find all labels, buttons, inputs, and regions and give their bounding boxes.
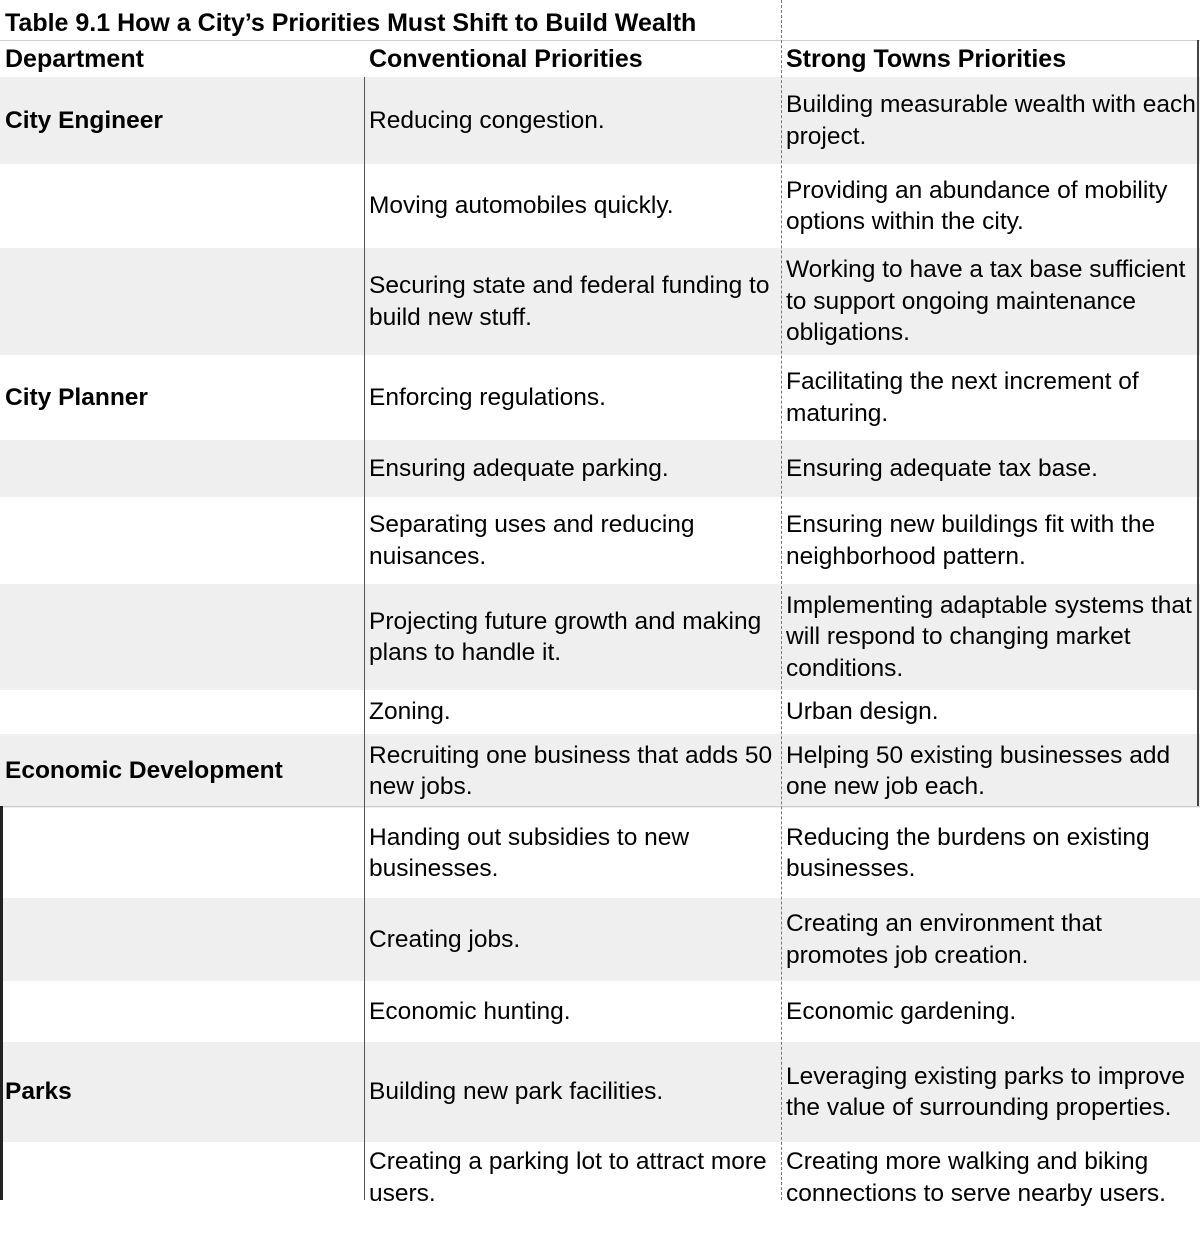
conventional-cell: Creating a parking lot to attract more users. <box>369 1148 767 1207</box>
table-row <box>0 690 1200 734</box>
table-row <box>0 981 1200 1042</box>
conventional-cell: Separating uses and reducing nuisances. <box>369 511 695 570</box>
department-cell <box>5 898 360 981</box>
strong-towns-cell: Creating more walking and biking connections to serve nearby users. <box>786 1148 1166 1207</box>
table-right-border <box>1197 40 1199 806</box>
department-cell: Parks <box>5 1078 72 1106</box>
table-left-border <box>0 806 3 1200</box>
header-row <box>0 41 1200 77</box>
table-row <box>0 1142 1200 1232</box>
table-row <box>0 440 1200 497</box>
conventional-cell: Zoning. <box>369 698 451 726</box>
strong-towns-cell: Economic gardening. <box>786 997 1017 1025</box>
department-cell <box>5 808 360 898</box>
strong-towns-cell: Ensuring new buildings fit with the neighborhood pattern. <box>786 511 1156 570</box>
conventional-cell: Projecting future growth and making plans to handle it. <box>369 607 762 666</box>
table-row <box>0 734 1200 808</box>
title-row <box>0 0 1200 41</box>
header-department: Department <box>5 45 144 73</box>
strong-towns-cell: Providing an abundance of mobility options within the city. <box>786 176 1168 235</box>
table-row <box>0 497 1200 584</box>
table-row <box>0 164 1200 248</box>
conventional-cell: Ensuring adequate parking. <box>369 454 669 482</box>
table-row <box>0 77 1200 164</box>
conventional-cell: Moving automobiles quickly. <box>369 192 674 220</box>
conventional-cell: Building new park facilities. <box>369 1078 664 1106</box>
department-cell <box>5 981 360 1042</box>
department-cell <box>5 164 360 248</box>
strong-towns-cell: Building measurable wealth with each project. <box>786 91 1196 150</box>
table-row <box>0 584 1200 690</box>
conventional-cell: Handing out subsidies to new businesses. <box>369 823 690 882</box>
strong-towns-cell: Working to have a tax base sufficient to support ongoing maintenance obligations. <box>786 256 1186 347</box>
column-divider-dashed <box>781 0 782 1200</box>
department-cell <box>5 1142 360 1236</box>
department-cell <box>5 584 360 690</box>
header-strong-towns: Strong Towns Priorities <box>786 45 1067 73</box>
table-row <box>0 355 1200 440</box>
department-cell <box>5 497 360 584</box>
department-cell: Economic Development <box>5 757 283 785</box>
strong-towns-cell: Urban design. <box>786 698 939 726</box>
department-cell: City Planner <box>5 383 148 411</box>
table-row <box>0 898 1200 981</box>
table-row <box>0 248 1200 355</box>
strong-towns-cell: Reducing the burdens on existing businesses. <box>786 823 1150 882</box>
strong-towns-cell: Leveraging existing parks to improve the value of surrounding properties. <box>786 1062 1186 1121</box>
header-conventional: Conventional Priorities <box>369 45 643 73</box>
conventional-cell: Enforcing regulations. <box>369 383 606 411</box>
department-cell: City Engineer <box>5 106 163 134</box>
conventional-cell: Reducing congestion. <box>369 106 605 134</box>
table-title: Table 9.1 How a City’s Priorities Must Shift to Build Wealth <box>5 9 697 37</box>
strong-towns-cell: Helping 50 existing businesses add one new job each. <box>786 741 1171 800</box>
strong-towns-cell: Implementing adaptable systems that will respond to changing market conditions. <box>786 591 1192 682</box>
strong-towns-cell: Facilitating the next increment of maturing. <box>786 368 1139 427</box>
column-divider-solid <box>364 77 365 1200</box>
page-break-line <box>0 806 1200 807</box>
table-row <box>0 1042 1200 1142</box>
conventional-cell: Creating jobs. <box>369 925 521 953</box>
table-row <box>0 808 1200 898</box>
department-cell <box>5 690 360 734</box>
strong-towns-cell: Ensuring adequate tax base. <box>786 454 1098 482</box>
conventional-cell: Economic hunting. <box>369 997 571 1025</box>
conventional-cell: Securing state and federal funding to build new stuff. <box>369 272 770 331</box>
department-cell <box>5 440 360 497</box>
department-cell <box>5 248 360 355</box>
strong-towns-cell: Creating an environment that promotes job creation. <box>786 910 1102 969</box>
conventional-cell: Recruiting one business that adds 50 new jobs. <box>369 741 773 800</box>
